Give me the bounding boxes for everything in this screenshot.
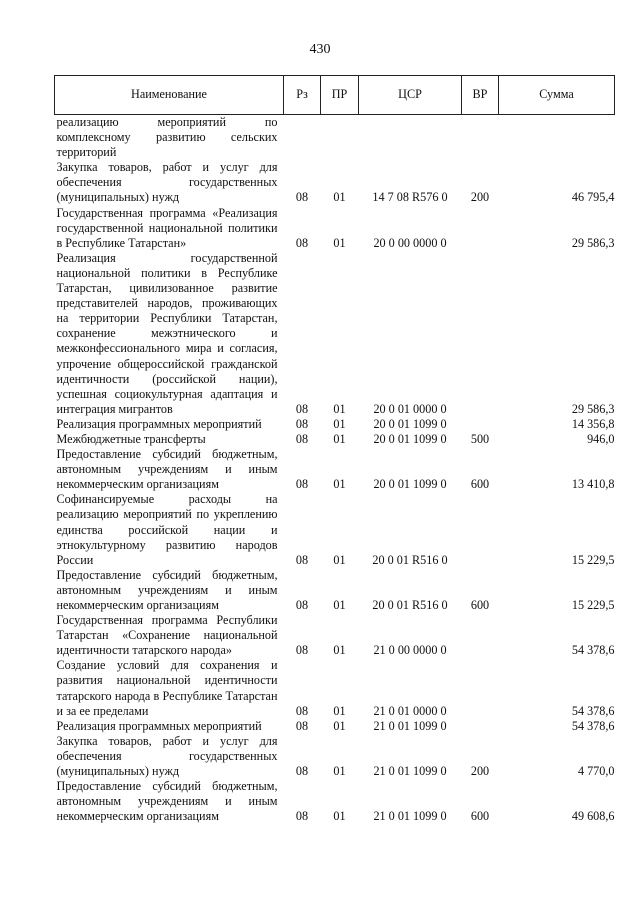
cell-sum: 54 378,6 [571,643,615,658]
cell-name: Софинансируемые расходы на реализацию мероприятий по укреплению единства российской нации и этнокультурному развитию народов России [56,492,278,567]
cell-csr: 21 0 01 1099 0 [373,809,447,824]
cell-rz [284,115,321,161]
table-body [55,115,615,825]
cell-name: Межбюджетные трансферты [56,431,206,446]
cell-pr: 01 [333,190,346,205]
cell-name: Предоставление субсидий бюджетным, автономным учреждениям и иным некоммерческим организациям [56,447,278,492]
cell-rz: 08 [295,431,309,446]
table-row [55,432,615,447]
cell-pr: 01 [333,401,346,416]
cell-vr: 500 [470,431,490,446]
table-row [55,417,615,432]
cell-pr: 01 [333,477,346,492]
cell-rz: 08 [295,401,309,416]
table-row [55,160,615,205]
cell-pr: 01 [333,703,346,718]
table-row [55,115,615,161]
cell-sum: 13 410,8 [571,477,615,492]
cell-vr: 200 [470,190,490,205]
cell-vr [462,206,499,251]
cell-pr: 01 [333,643,346,658]
table-row [55,206,615,251]
cell-vr [462,115,499,161]
table-row [55,568,615,613]
cell-vr [462,613,499,658]
cell-vr: 600 [470,809,490,824]
cell-pr: 01 [333,416,346,431]
cell-csr: 20 0 01 1099 0 [373,431,447,446]
table-row [55,658,615,718]
cell-csr: 20 0 01 1099 0 [373,477,447,492]
budget-table [54,75,615,824]
cell-sum: 54 378,6 [571,703,615,718]
cell-name: Государственная программа Республики Татарстан «Сохранение национальной идентичности татарского народа» [56,613,278,658]
table-row [55,251,615,417]
cell-rz: 08 [295,477,309,492]
cell-name: Предоставление субсидий бюджетным, автономным учреждениям и иным некоммерческим организациям [56,779,278,824]
cell-pr: 01 [333,809,346,824]
table-row [55,492,615,567]
cell-sum: 29 586,3 [571,401,615,416]
cell-rz: 08 [295,190,309,205]
cell-pr: 01 [333,552,346,567]
cell-vr [462,492,499,567]
cell-pr: 01 [333,235,346,250]
cell-vr: 600 [470,477,490,492]
cell-name: Государственная программа «Реализация государственной национальной политики в Республике Татарстан» [56,205,278,250]
cell-sum: 15 229,5 [571,598,615,612]
cell-csr: 20 0 01 1099 0 [373,416,447,431]
cell-sum: 15 229,5 [571,552,615,567]
cell-name: Реализация программных мероприятий [56,416,262,431]
cell-rz: 08 [295,552,309,567]
cell-vr [462,417,499,432]
cell-vr [462,251,499,417]
cell-sum [499,115,615,161]
table-row [55,734,615,779]
cell-csr: 14 7 08 R576 0 [372,190,448,205]
column-header-rz: Рз [284,76,321,115]
table-row [55,613,615,658]
cell-pr: 01 [333,598,346,612]
cell-csr: 20 0 01 0000 0 [373,401,447,416]
cell-csr: 21 0 01 1099 0 [373,718,447,733]
cell-sum: 54 378,6 [571,718,615,733]
cell-csr: 21 0 01 1099 0 [373,764,447,779]
cell-rz: 08 [295,416,309,431]
column-header-csr: ЦСР [359,76,462,115]
cell-sum: 14 356,8 [571,416,615,431]
cell-name: Предоставление субсидий бюджетным, автономным учреждениям и иным некоммерческим организациям [56,567,278,612]
cell-rz: 08 [295,703,309,718]
page-number: 430 [309,42,331,57]
cell-csr: 20 0 01 R516 0 [372,598,448,612]
cell-rz: 08 [295,809,309,824]
column-header-pr: ПР [321,76,359,115]
cell-csr: 20 0 01 R516 0 [372,552,448,567]
cell-sum: 4 770,0 [577,764,615,779]
cell-pr [321,115,359,161]
table-row [55,719,615,734]
cell-rz: 08 [295,764,309,779]
cell-rz: 08 [295,598,309,612]
cell-csr: 20 0 00 0000 0 [373,235,447,250]
cell-vr [462,658,499,718]
cell-csr: 21 0 01 0000 0 [373,703,447,718]
cell-name: Закупка товаров, работ и услуг для обеспечения государственных (муниципальных) нужд [56,733,278,779]
cell-name: Реализация государственной национальной политики в Республике Татарстан, цивилизованное развитие представителей народов, проживающих на территории Республики Татарстан, сохранение межэтнического и межконфессионального мира и согласия, упрочение общероссийской гражданской идентичности (российской нации), успешная социокультурная адаптация и интеграция мигрантов [56,250,278,416]
cell-name: Закупка товаров, работ и услуг для обеспечения государственных (муниципальных) нужд [56,160,278,205]
cell-vr: 200 [470,764,490,779]
cell-csr: 21 0 00 0000 0 [373,643,447,658]
cell-name: Реализация программных мероприятий [56,718,262,733]
cell-sum: 49 608,6 [571,809,615,824]
cell-vr: 600 [470,598,490,612]
column-header-sum: Сумма [499,76,615,115]
cell-vr [462,719,499,734]
table-row [55,447,615,492]
column-header-name: Наименование [55,76,284,115]
column-header-vr: ВР [462,76,499,115]
table-row [55,779,615,824]
cell-csr [359,115,462,161]
cell-pr: 01 [333,764,346,779]
cell-rz: 08 [295,643,309,658]
cell-sum: 46 795,4 [571,190,615,205]
cell-pr: 01 [333,718,346,733]
cell-pr: 01 [333,431,346,446]
cell-sum: 946,0 [587,431,615,446]
cell-rz: 08 [295,718,309,733]
cell-sum: 29 586,3 [571,235,615,250]
cell-name: Создание условий для сохранения и развития национальной идентичности татарского народа в Республике Татарстан и за ее пределами [56,658,278,718]
cell-rz: 08 [295,235,309,250]
cell-name: реализацию мероприятий по комплексному развитию сельских территорий [56,115,278,160]
table-header [55,76,615,115]
